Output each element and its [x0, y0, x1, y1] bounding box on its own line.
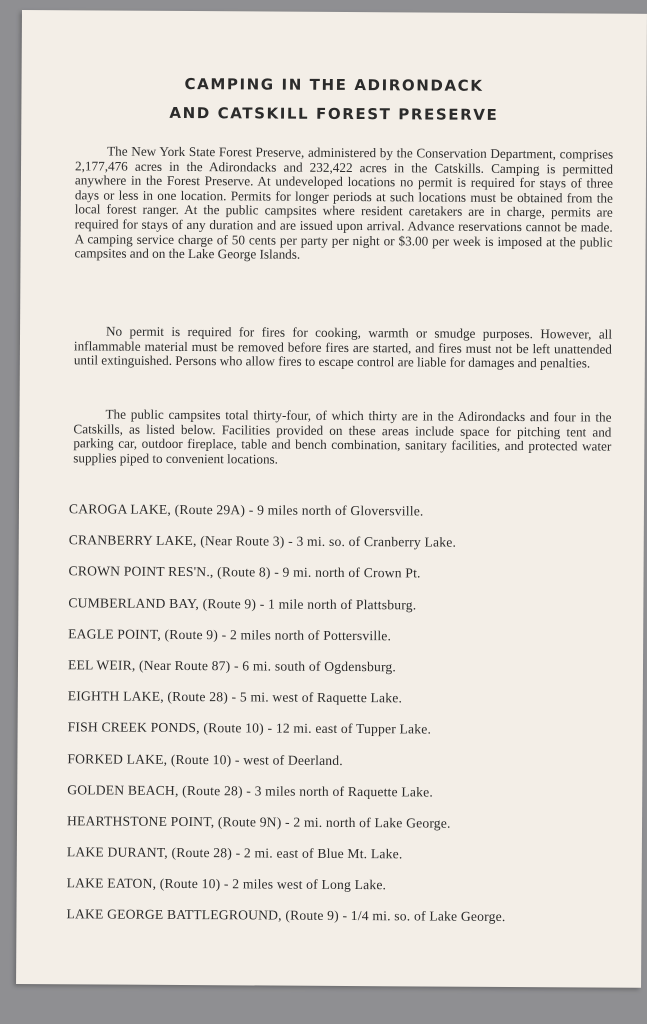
campsite-item: CAROGA LAKE, (Route 29A) - 9 miles north of Gloversville. [68, 501, 424, 519]
campsite-item: EIGHTH LAKE, (Route 28) - 5 mi. west of Raquette Lake. [67, 688, 403, 706]
paragraph-permits: The New York State Forest Preserve, administered by the Conservation Department, comprises 2,177,476 acres in the Adirondacks and 232,422 acres in the Catskills. Camping is permitted anywhere in the Forest Preserve. At undeveloped locations no permit is required for stays of three days or less in one location. Permits for longer periods at such locations must be obtained from the local forest ranger. At the public campsites where resident caretakers are in charge, permits are required for stays of any duration and are issued upon arrival. Advance reservations cannot be made. A camping service charge of 50 cents per party per night or $3.00 per week is imposed at the public campsites and on the Lake George Islands. [74, 143, 614, 262]
campsite-item: HEARTHSTONE POINT, (Route 9N) - 2 mi. north of Lake George. [67, 813, 451, 831]
title-line-1: CAMPING IN THE ADIRONDACK [184, 74, 484, 95]
campsite-item: CROWN POINT RES'N., (Route 8) - 9 mi. north of Crown Pt. [68, 563, 421, 581]
title-line-2: AND CATSKILL FOREST PRESERVE [169, 103, 499, 124]
campsite-item: CUMBERLAND BAY, (Route 9) - 1 mile north of Plattsburg. [68, 594, 417, 612]
campsite-item: EEL WEIR, (Near Route 87) - 6 mi. south of Ogdensburg. [67, 657, 397, 675]
campsite-item: LAKE EATON, (Route 10) - 2 miles west of Long Lake. [66, 875, 387, 893]
paragraph-fires: No permit is required for fires for cooking, warmth or smudge purposes. However, all inflammable material must be removed before fires are started, and fires must not be left unattended until extinguished. Persons who allow fires to escape control are liable for damages and penalties. [73, 323, 613, 371]
document-page [16, 10, 647, 988]
campsite-item: FORKED LAKE, (Route 10) - west of Deerland. [67, 750, 343, 768]
campsite-item: LAKE DURANT, (Route 28) - 2 mi. east of Blue Mt. Lake. [66, 844, 403, 862]
campsite-item: LAKE GEORGE BATTLEGROUND, (Route 9) - 1/4 mi. so. of Lake George. [66, 906, 506, 925]
campsite-item: EAGLE POINT, (Route 9) - 2 miles north of Pottersville. [68, 626, 392, 644]
campsite-item: CRANBERRY LAKE, (Near Route 3) - 3 mi. so. of Cranberry Lake. [68, 532, 457, 550]
paragraph-campsites: The public campsites total thirty-four, of which thirty are in the Adirondacks and four in the Catskills, as listed below. Facilities provided on these areas include space for pitching tent and parking car, outdoor fireplace, table and bench combination, sanitary facilities, and protected water supplies piped to convenient locations. [73, 406, 612, 467]
campsite-list [66, 501, 629, 941]
campsite-item: FISH CREEK PONDS, (Route 10) - 12 mi. east of Tupper Lake. [67, 719, 432, 737]
campsite-item: GOLDEN BEACH, (Route 28) - 3 miles north of Raquette Lake. [67, 781, 434, 800]
